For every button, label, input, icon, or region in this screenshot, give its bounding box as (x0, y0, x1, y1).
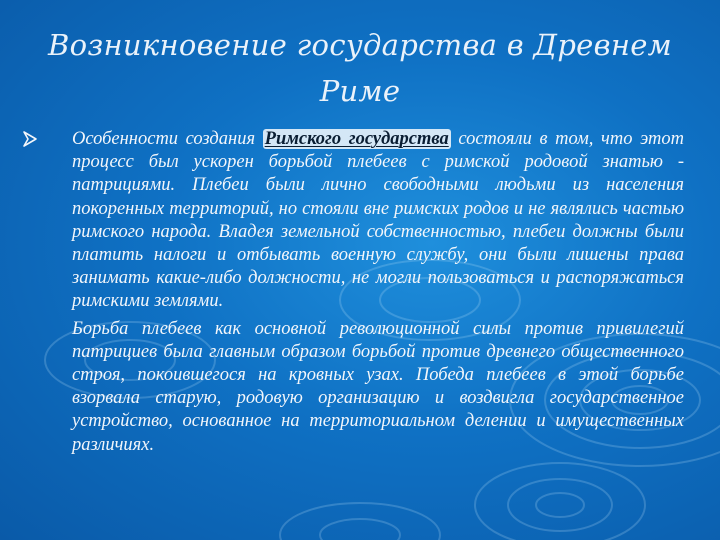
paragraph-1-rest: состояли в том, что этот процесс был ускорен борьбой плебеев с римской родовой знатью - патрициями. Плебеи были лично свободными людьми из населения покоренных территорий, но стояли вне римских родов и не являлись частью римского народа. Владея земельной собственностью, плебеи должны были платить налоги и отбывать военную службу, они были лишены права занимать какие-либо должности, не могли пользоваться и распоряжаться римскими землями. (72, 129, 684, 312)
paragraph-1-lead: Особенности создания (72, 129, 263, 149)
slide-title: Возникновение государства в Древнем Риме (47, 28, 673, 108)
arrow-bullet-icon (22, 130, 38, 148)
highlighted-term: Римского государства (264, 129, 449, 149)
paragraph-2: Борьба плебеев как основной революционной силы против привилегий патрициев была главным образом борьбой против древнего общественного строя, покоившегося на кровных узах. Победа плебеев в этой борьбе взорвала старую, родовую организацию и воздвигла государственное устройство, основанное на территориальном делении и имущественных различиях. (72, 318, 684, 455)
slide-content (0, 128, 720, 461)
paragraph-1 (72, 128, 684, 314)
